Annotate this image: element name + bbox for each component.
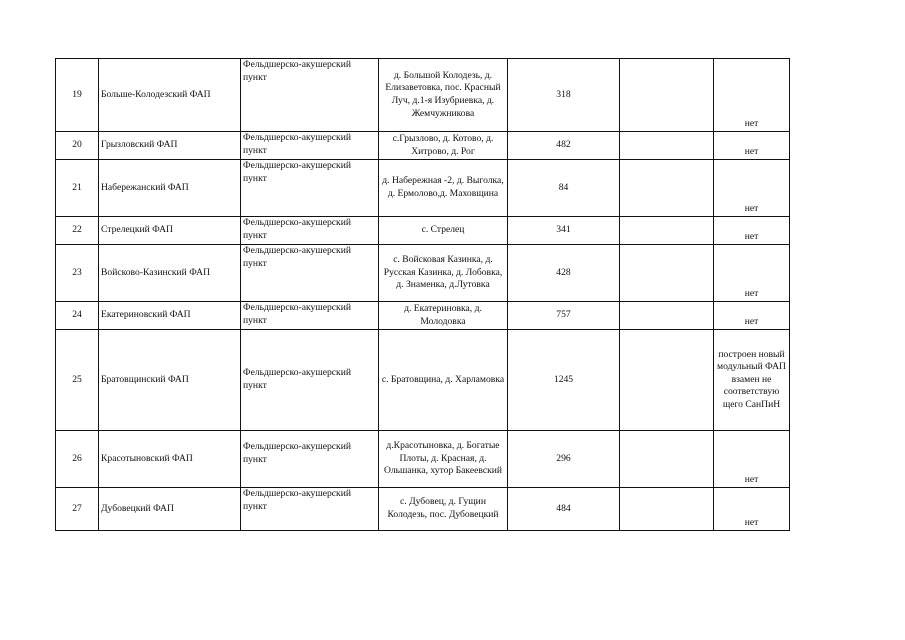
facility-type: Фельдшерско-акушерский пункт [241, 488, 379, 531]
fap-name: Больше-Колодезский ФАП [99, 59, 241, 132]
note: нет [714, 245, 790, 302]
empty-cell [620, 132, 714, 160]
population: 296 [508, 431, 620, 488]
served-locations: д.Красотыновка, д. Богатые Плоты, д. Красная, д. Ольшанка, хутор Бакеевский [379, 431, 508, 488]
table-row [56, 132, 790, 160]
table-row [56, 330, 790, 431]
empty-cell [620, 217, 714, 245]
empty-cell [620, 431, 714, 488]
served-locations: с. Войсковая Казинка, д. Русская Казинка, д. Лобовка, д. Знаменка, д.Лутовка [379, 245, 508, 302]
fap-name: Грызловский ФАП [99, 132, 241, 160]
row-number: 22 [56, 217, 99, 245]
facility-type: Фельдшерско-акушерский пункт [241, 245, 379, 302]
note: нет [714, 217, 790, 245]
row-number: 20 [56, 132, 99, 160]
row-number: 27 [56, 488, 99, 531]
population: 484 [508, 488, 620, 531]
facility-type: Фельдшерско-акушерский пункт [241, 330, 379, 431]
served-locations: д. Большой Колодезь, д. Елизаветовка, пос. Красный Луч, д.1-я Изубриевка, д. Жемчужникова [379, 59, 508, 132]
row-number: 23 [56, 245, 99, 302]
population: 482 [508, 132, 620, 160]
fap-name: Красотыновский ФАП [99, 431, 241, 488]
table-row [56, 160, 790, 217]
row-number: 24 [56, 302, 99, 330]
empty-cell [620, 245, 714, 302]
fap-name: Дубовецкий ФАП [99, 488, 241, 531]
fap-table [55, 58, 790, 531]
table-row [56, 245, 790, 302]
served-locations: д. Екатериновка, д. Молодовка [379, 302, 508, 330]
row-number: 21 [56, 160, 99, 217]
fap-name: Братовщинский ФАП [99, 330, 241, 431]
row-number: 19 [56, 59, 99, 132]
empty-cell [620, 488, 714, 531]
facility-type: Фельдшерско-акушерский пункт [241, 132, 379, 160]
served-locations: с. Стрелец [379, 217, 508, 245]
served-locations: с. Дубовец, д. Гущин Колодезь, пос. Дубовецкий [379, 488, 508, 531]
row-number: 25 [56, 330, 99, 431]
table-row [56, 217, 790, 245]
note: построен новый модульный ФАП взамен не соответствую щего СанПиН [714, 330, 790, 431]
note: нет [714, 160, 790, 217]
note: нет [714, 488, 790, 531]
fap-name: Войсково-Казинский ФАП [99, 245, 241, 302]
row-number: 26 [56, 431, 99, 488]
empty-cell [620, 302, 714, 330]
empty-cell [620, 160, 714, 217]
fap-name: Стрелецкий ФАП [99, 217, 241, 245]
table-row [56, 302, 790, 330]
note: нет [714, 59, 790, 132]
note: нет [714, 431, 790, 488]
served-locations: д. Набережная -2, д. Выголка, д. Ермолово,д. Маховщина [379, 160, 508, 217]
fap-name: Набережанский ФАП [99, 160, 241, 217]
served-locations: с. Братовщина, д. Харламовка [379, 330, 508, 431]
table-row [56, 488, 790, 531]
empty-cell [620, 59, 714, 132]
table-row [56, 59, 790, 132]
population: 318 [508, 59, 620, 132]
facility-type: Фельдшерско-акушерский пункт [241, 217, 379, 245]
served-locations: с.Грызлово, д. Котово, д. Хитрово, д. Рог [379, 132, 508, 160]
note: нет [714, 302, 790, 330]
population: 341 [508, 217, 620, 245]
fap-name: Екатериновский ФАП [99, 302, 241, 330]
facility-type: Фельдшерско-акушерский пункт [241, 302, 379, 330]
population: 428 [508, 245, 620, 302]
facility-type: Фельдшерско-акушерский пункт [241, 59, 379, 132]
empty-cell [620, 330, 714, 431]
note: нет [714, 132, 790, 160]
population: 84 [508, 160, 620, 217]
facility-type: Фельдшерско-акушерский пункт [241, 431, 379, 488]
population: 1245 [508, 330, 620, 431]
table-row [56, 431, 790, 488]
facility-type: Фельдшерско-акушерский пункт [241, 160, 379, 217]
population: 757 [508, 302, 620, 330]
